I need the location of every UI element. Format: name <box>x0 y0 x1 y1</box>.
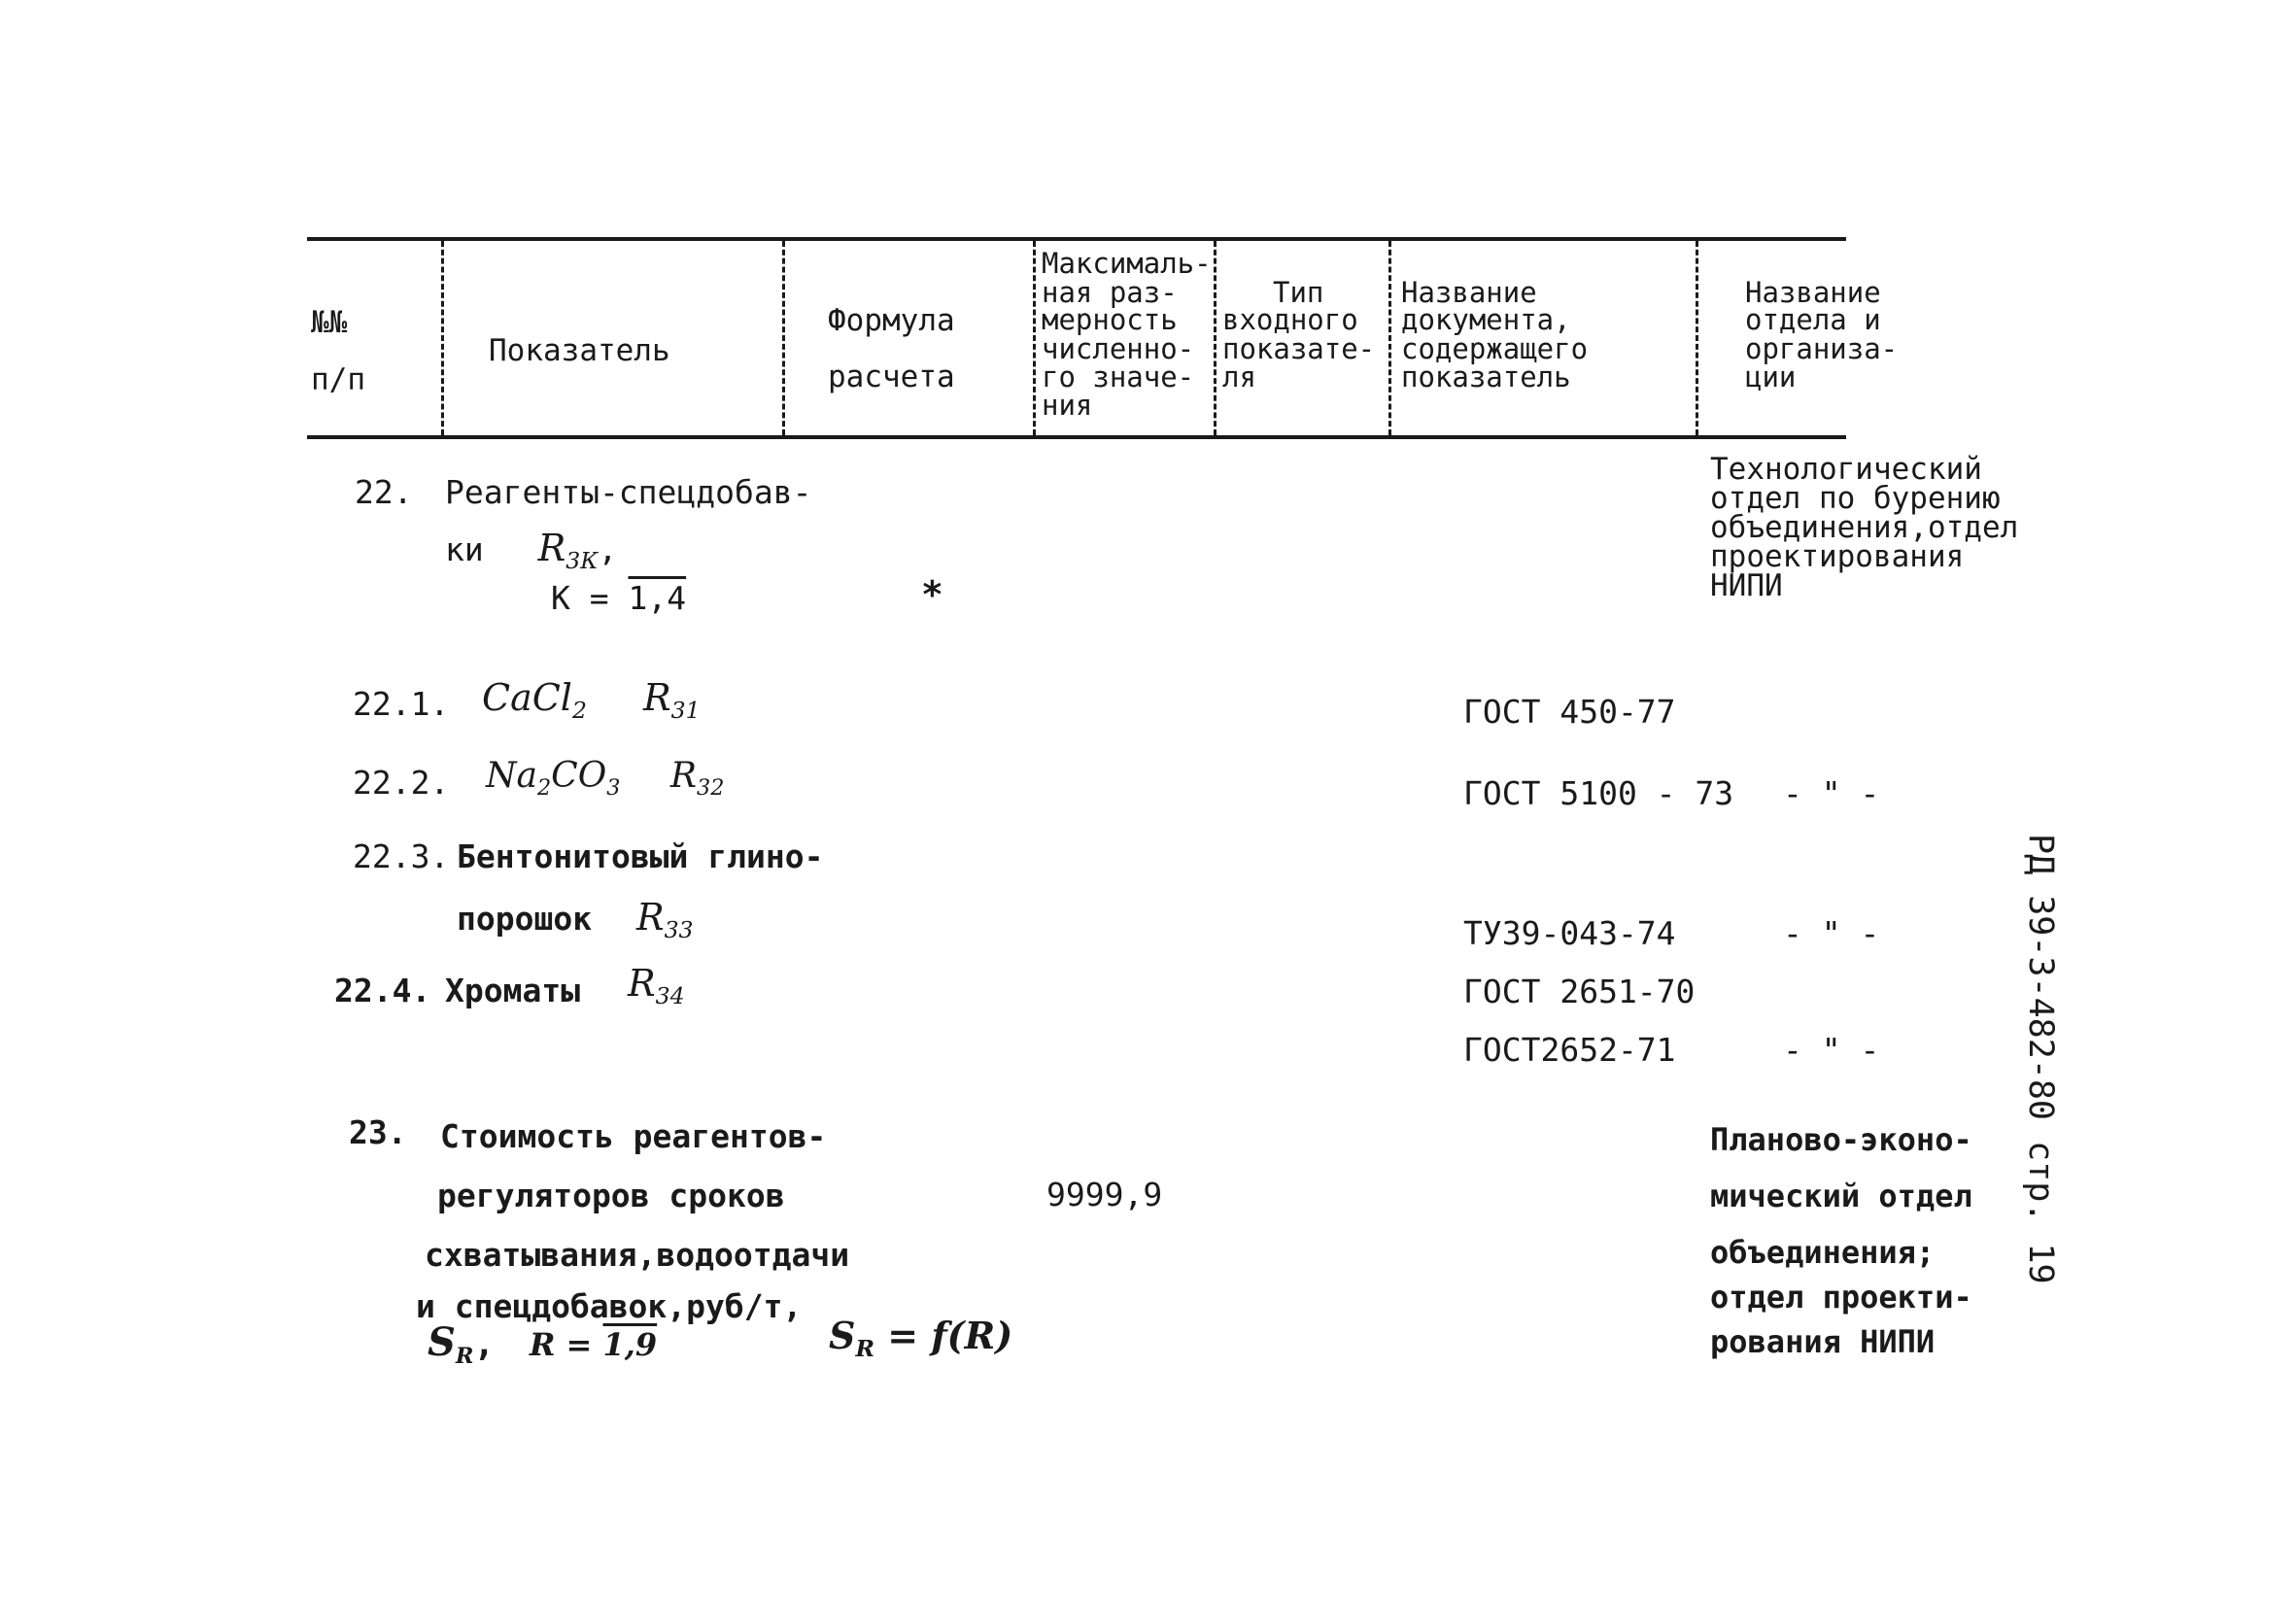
row-22-org-line3: объединения,отдел <box>1710 510 2019 545</box>
row-22-3-document: ТУ39-043-74 <box>1463 914 1676 952</box>
row-22-2-symbol-sub: 32 <box>697 774 725 801</box>
row-22-org-line2: отдел по бурению <box>1710 481 2001 516</box>
row-22-k-range <box>551 579 686 617</box>
row-22-4-label: Хроматы <box>445 972 581 1009</box>
column-divider-1 <box>441 241 444 435</box>
row-23-formula-sub: R <box>855 1335 875 1363</box>
row-22-symbol: R <box>537 527 566 569</box>
row-22-2-number: 22.2. <box>353 764 450 802</box>
header-col-max-line1: Максималь- <box>1042 247 1212 280</box>
row-22-2-formula-part2: CO <box>551 756 607 796</box>
column-divider-4 <box>1214 241 1217 435</box>
column-divider-5 <box>1388 241 1391 435</box>
header-col-doc-line2: документа, <box>1401 303 1571 336</box>
row-23-org-line3: объединения; <box>1710 1234 1936 1271</box>
row-22-1-formula-main: CaCl <box>482 676 572 719</box>
row-23-formula-symbol: S <box>829 1314 856 1357</box>
row-22-1-number: 22.1. <box>353 685 450 723</box>
header-col-num-line1: №№ <box>311 305 348 340</box>
column-divider-6 <box>1696 241 1698 435</box>
row-22-2-formula-part1: Na <box>486 756 537 796</box>
row-22-label-line2 <box>445 527 617 574</box>
row-23-formula-rest: = f(R) <box>874 1314 1013 1357</box>
row-22-3-label-line2-text: порошок <box>457 900 593 938</box>
row-22-org-line4: проектирования <box>1710 539 1965 574</box>
header-col-indicator: Показатель <box>489 333 670 368</box>
header-col-max-line6: ния <box>1042 389 1093 422</box>
row-23-formula <box>829 1314 1012 1362</box>
row-22-4-ditto: - " - <box>1783 1031 1880 1069</box>
row-22-label-line1: Реагенты-спецдобав- <box>445 473 812 511</box>
row-22-mark: * <box>921 573 943 616</box>
row-23-symbol: S <box>428 1319 456 1365</box>
row-23-label-line4: и спецдобавок,руб/т, <box>416 1287 803 1325</box>
row-23-organization <box>1710 1111 2060 1370</box>
header-col-doc-line3: содержащего <box>1401 332 1589 365</box>
row-22-2-formula-part1-sub: 2 <box>536 774 552 801</box>
row-22-4-symbol-sub: 34 <box>655 982 685 1010</box>
header-col-type-line2: входного <box>1222 303 1358 336</box>
row-22-comma: , <box>598 530 618 568</box>
header-col-doc-line4: показатель <box>1401 360 1571 393</box>
row-22-1-formula <box>482 676 701 724</box>
row-23-max-value: 9999,9 <box>1046 1176 1163 1213</box>
row-22-4-number: 22.4. <box>334 972 431 1009</box>
header-col-max-line4: численно- <box>1042 332 1195 365</box>
row-23-symbol-group <box>428 1319 657 1369</box>
row-23-label-line3: схватывания,водоотдачи <box>425 1236 850 1274</box>
header-col-max-line3: мерность <box>1042 303 1178 336</box>
row-22-k-label: К = <box>551 579 629 617</box>
row-22-2-formula-part2-sub: 3 <box>606 774 621 801</box>
row-23-comma: , <box>473 1324 496 1364</box>
row-23-label-line2: регуляторов сроков <box>437 1177 785 1214</box>
column-divider-3 <box>1033 241 1036 435</box>
header-col-doc-line1: Название <box>1401 276 1537 309</box>
header-col-formula-line1: Формула <box>828 303 955 338</box>
header-col-org-line1: Название <box>1745 276 1881 309</box>
row-23-range-value: 1,9 <box>602 1326 658 1363</box>
row-22-3-symbol: R <box>635 896 665 939</box>
row-23-org-line4: отдел проекти- <box>1710 1279 1972 1316</box>
row-22-2-formula <box>486 756 724 801</box>
row-22-3-label-line1: Бентонитовый глино- <box>457 837 824 875</box>
row-22-3-number: 22.3. <box>353 837 450 875</box>
header-col-max-line2: ная раз- <box>1042 276 1178 309</box>
row-22-4-document-1: ГОСТ 2651-70 <box>1463 973 1696 1010</box>
row-23-label-line1: Стоимость реагентов- <box>440 1117 827 1155</box>
row-23-org-line1: Планово-эконо- <box>1710 1121 1972 1158</box>
row-23-symbol-sub: R <box>455 1343 474 1369</box>
header-col-org-line4: ции <box>1745 360 1797 393</box>
row-22-3-symbol-sub: 33 <box>664 916 694 944</box>
header-col-num-line2: п/п <box>311 362 365 397</box>
row-22-2-document: ГОСТ 5100 - 73 <box>1463 774 1734 812</box>
row-22-number: 22. <box>355 473 413 511</box>
row-22-organization <box>1710 452 2060 603</box>
header-col-type-line1: Тип <box>1273 276 1324 309</box>
row-22-3-label-line2 <box>457 896 694 943</box>
row-22-symbol-sub: 3К <box>565 547 599 575</box>
row-22-2-symbol: R <box>669 756 697 796</box>
header-top-rule <box>307 237 1846 241</box>
row-22-2-ditto: - " - <box>1783 774 1880 812</box>
header-col-type-line4: ля <box>1222 360 1256 393</box>
document-side-label: РД 39-3-482-80 стр. 19 <box>2021 834 2060 1284</box>
row-22-1-symbol: R <box>643 676 671 719</box>
row-22-label-line2-text: ки <box>445 530 484 568</box>
header-col-org-line2: отдела и <box>1745 303 1881 336</box>
header-col-type-line3: показате- <box>1222 332 1376 365</box>
header-col-org-line3: организа- <box>1745 332 1899 365</box>
row-23-range-label: R = <box>529 1326 603 1363</box>
row-22-1-symbol-sub: 31 <box>670 697 701 725</box>
row-22-1-formula-sub: 2 <box>571 697 587 725</box>
row-23-number: 23. <box>349 1113 407 1151</box>
row-22-4-document-2: ГОСТ2652-71 <box>1463 1031 1676 1069</box>
row-22-3-ditto: - " - <box>1783 914 1880 952</box>
row-23-org-line2: мический отдел <box>1710 1178 1972 1214</box>
column-divider-2 <box>782 241 785 435</box>
row-22-1-document: ГОСТ 450-77 <box>1463 693 1676 731</box>
row-22-org-line5: НИПИ <box>1710 568 1783 603</box>
row-23-org-line5: рования НИПИ <box>1710 1323 1936 1360</box>
header-col-max-line5: го значе- <box>1042 360 1195 393</box>
row-22-4-symbol: R <box>628 962 656 1005</box>
row-22-4-symbol-group <box>628 962 685 1009</box>
header-bottom-rule <box>307 435 1846 439</box>
row-22-k-value: 1,4 <box>628 579 687 617</box>
header-col-formula-line2: расчета <box>828 359 955 394</box>
row-22-org-line1: Технологический <box>1710 452 1982 487</box>
